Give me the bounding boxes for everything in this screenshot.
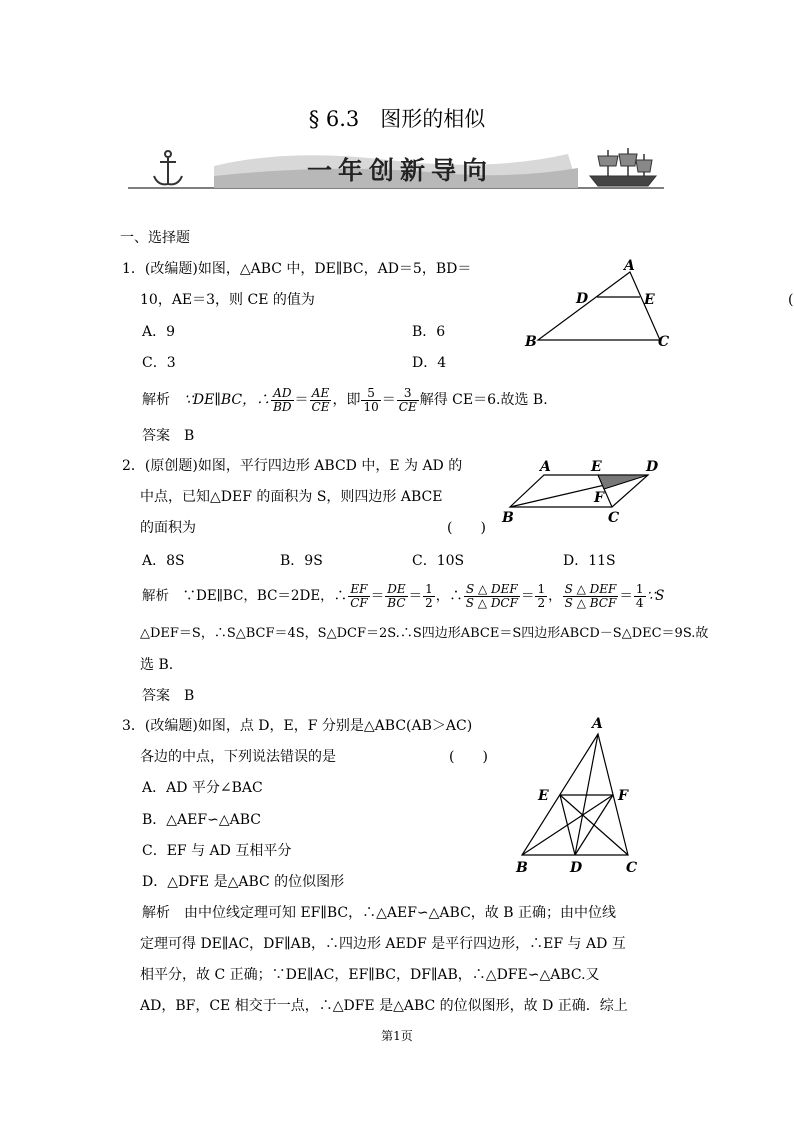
svg-text:B: B: [525, 334, 537, 350]
q1-triangle-figure: [520, 258, 680, 353]
q3-stem-line1: 3．(改编题)如图，点 D，E，F 分别是△ABC(AB＞AC): [122, 718, 473, 734]
svg-text:D: D: [646, 459, 659, 475]
q1-margin-paren: (: [788, 292, 794, 308]
fraction: $\frac{3}{CE}$: [398, 385, 417, 414]
q1-answer: 答案 B: [142, 428, 195, 444]
page-title: § 6.3 图形的相似: [308, 107, 486, 131]
q1-option-d: D．4: [412, 355, 447, 371]
svg-text:B: B: [516, 860, 528, 876]
fraction: $\frac{EF}{CF}$: [350, 582, 368, 610]
q2-option-b: B．9S: [280, 553, 323, 569]
svg-text:D: D: [570, 860, 583, 876]
fraction: $\frac{\text{S △ DEF}}{\text{S △ DCF}}$: [465, 582, 518, 610]
svg-text:B: B: [502, 510, 514, 526]
q1-analysis: 解析 ∵DE∥BC，∴ $\frac{AD}{BD}$ ＝ $\frac{AE}{CE}$ ，即 $\frac{5}{10}$ ＝ $\frac{3}{CE}$ 解得 CE＝6.故选 B.: [142, 385, 548, 414]
banner-text: 一年创新导向: [306, 156, 494, 185]
fraction: $\frac{1}{2}$: [425, 582, 433, 610]
svg-text:A: A: [624, 258, 635, 274]
section-banner: [128, 146, 664, 192]
anchor-icon: [154, 151, 182, 184]
q1-option-a: A．9: [142, 324, 176, 340]
q2-analysis-line2: △DEF＝S，∴S△BCF＝4S，S△DCF＝2S.∴S四边形ABCE＝S四边形ABCD－S△DEC＝9S.故: [140, 626, 709, 641]
q3-analysis-line2: 定理可得 DE∥AC，DF∥AB，∴四边形 AEDF 是平行四边形，∴EF 与 AD 互: [140, 936, 626, 952]
q2-option-d: D．11S: [563, 553, 616, 569]
q3-option-d: D．△DFE 是△ABC 的位似图形: [142, 874, 345, 890]
q3-option-c: C．EF 与 AD 互相平分: [142, 843, 292, 859]
q2-stem-line3: 的面积为: [140, 520, 196, 536]
analysis-text: ∵DE∥BC，∴: [184, 392, 271, 408]
fraction: $\frac{AE}{CE}$: [311, 385, 330, 414]
q3-stem-line2: 各边的中点，下列说法错误的是: [140, 749, 336, 765]
q2-parallelogram-figure: [498, 456, 668, 528]
analysis-label: 解析: [142, 392, 170, 408]
q3-analysis-line3: 相平分，故 C 正确；∵DE∥AC，EF∥BC，DF∥AB，∴△DFE∽△ABC.又: [140, 967, 600, 983]
analysis-label: 解析: [142, 588, 169, 604]
svg-text:A: A: [592, 716, 603, 732]
svg-text:C: C: [626, 860, 638, 876]
svg-text:D: D: [576, 291, 589, 307]
q1-stem-line2: 10，AE＝3，则 CE 的值为: [140, 292, 315, 308]
q3-analysis-line4: AD，BF，CE 相交于一点，∴△DFE 是△ABC 的位似图形，故 D 正确．综上: [140, 998, 628, 1014]
q2-analysis-line1: 解析 ∵DE∥BC，BC＝2DE，∴ $\frac{EF}{CF}$ ＝ $\frac{DE}{BC}$ ＝ $\frac{1}{2}$ ，∴ $\frac{\text{S △ DEF}}{\text{S △ DCF}}$ ＝ $\frac{1}{2}$ ， $\frac{\text{S △ DEF}}{\text{S △ BCF}}$ ＝ $\frac{1}{4}$ ∵S: [142, 582, 665, 610]
svg-text:A: A: [540, 459, 551, 475]
page-number: 第1页: [381, 1029, 413, 1043]
q2-stem-line2: 中点，已知△DEF 的面积为 S，则四边形 ABCE: [140, 489, 443, 505]
q2-stem-line1: 2．(原创题)如图，平行四边形 ABCD 中，E 为 AD 的: [122, 458, 463, 474]
svg-text:C: C: [658, 334, 670, 350]
q2-option-a: A．8S: [142, 553, 185, 569]
fraction: $\frac{5}{10}$: [363, 385, 379, 414]
svg-text:E: E: [644, 292, 655, 308]
svg-text:C: C: [608, 510, 620, 526]
fraction: $\frac{1}{4}$: [635, 582, 644, 610]
q2-option-c: C．10S: [412, 553, 465, 569]
q1-stem-line1: 1．(改编题)如图，△ABC 中，DE∥BC，AD＝5，BD＝: [122, 261, 472, 277]
q2-answer-paren: ( ): [447, 520, 486, 536]
q3-option-a: A．AD 平分∠BAC: [142, 780, 263, 796]
q3-analysis-line1: 解析 由中位线定理可知 EF∥BC，∴△AEF∽△ABC，故 B 正确；由中位线: [142, 905, 616, 921]
q2-analysis-line3: 选 B.: [140, 657, 174, 673]
fraction: $\frac{DE}{BC}$: [387, 582, 406, 610]
banner-graphic: [128, 146, 664, 192]
fraction: $\frac{1}{2}$: [537, 582, 546, 610]
fraction: $\frac{AD}{BD}$: [273, 385, 292, 414]
q3-option-b: B．△AEF∽△ABC: [142, 812, 261, 828]
section-heading: 一、选择题: [120, 230, 190, 246]
q3-answer-paren: ( ): [449, 749, 488, 765]
svg-text:E: E: [538, 788, 549, 804]
q3-triangle-figure: [508, 712, 648, 877]
fraction: $\frac{\text{S △ DEF}}{\text{S △ BCF}}$: [564, 582, 617, 610]
svg-text:F: F: [594, 490, 604, 506]
svg-text:E: E: [591, 459, 602, 475]
q1-option-c: C．3: [142, 355, 176, 371]
svg-text:F: F: [618, 788, 628, 804]
ship-icon: [590, 148, 656, 186]
q2-answer: 答案 B: [142, 688, 195, 704]
q1-option-b: B．6: [412, 324, 446, 340]
